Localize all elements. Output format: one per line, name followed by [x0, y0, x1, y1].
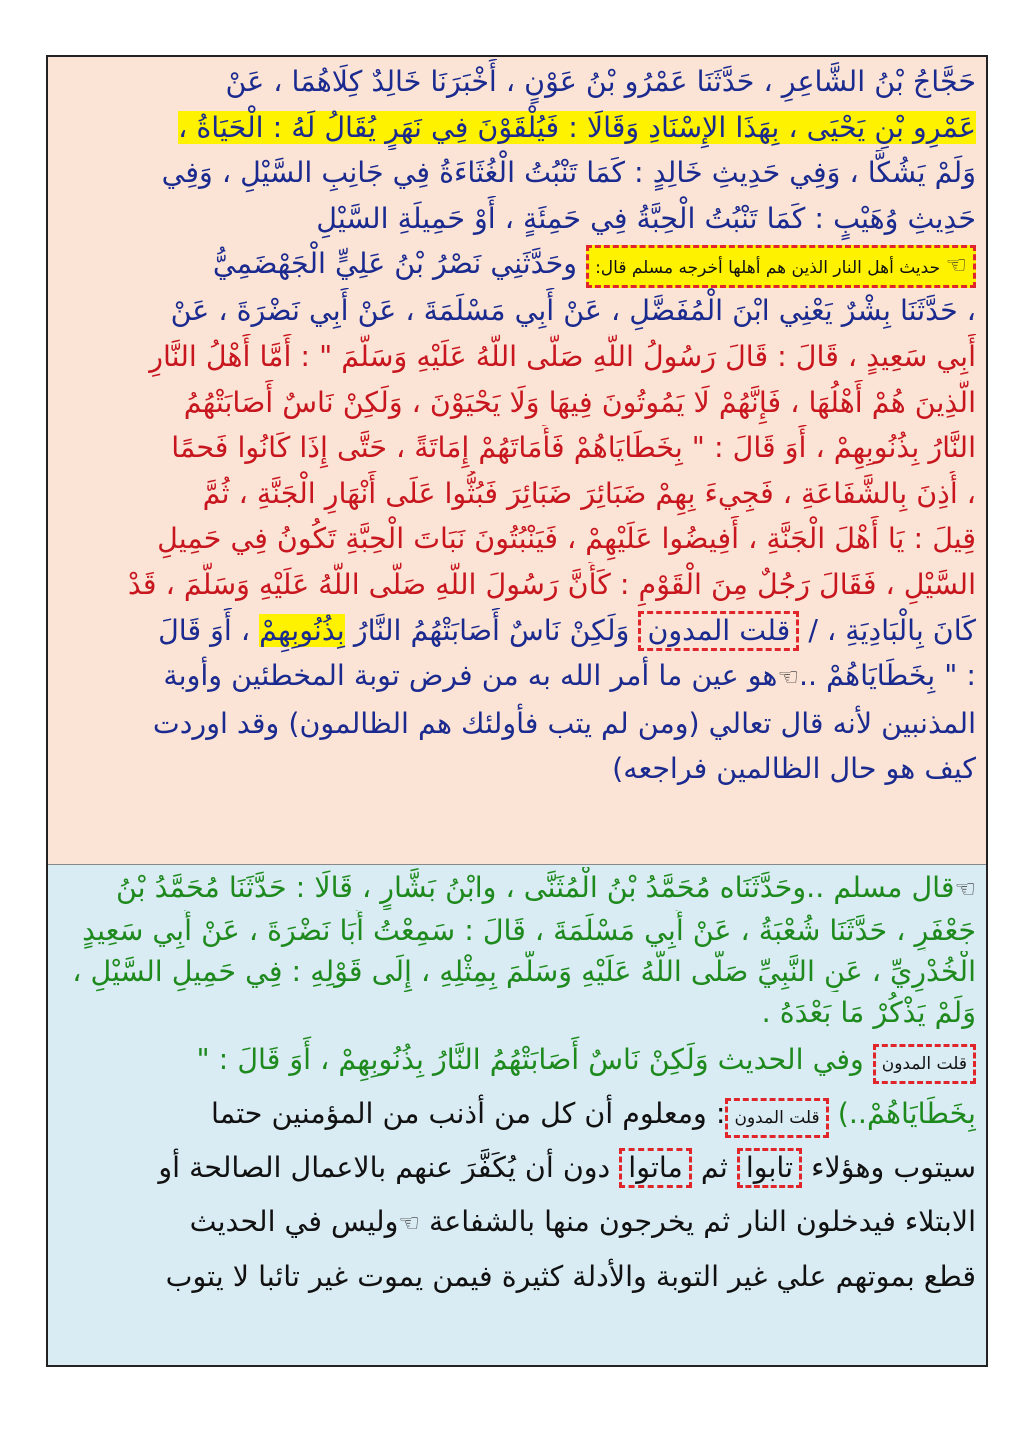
text-fragment: بِخَطَايَاهُمْ..)	[837, 1097, 976, 1130]
highlighted-text: عَمْرِو بْنِ يَحْيَى ، بِهَذَا الإِسْنَادِ وَقَالَا : فَيُلْقَوْنَ فِي نَهَرٍ يُقَالُ لَهُ : الْحَيَاةُ ،	[178, 110, 976, 144]
text-line: قِيلَ : يَا أَهْلَ الْجَنَّةِ ، أَفِيضُوا عَلَيْهِمْ ، فَيَنْبُتُونَ نَبَاتَ الْحِبَّةِ تَكُونُ فِي حَمِيلِ	[157, 522, 976, 556]
text-line	[58, 105, 976, 151]
text-line: النَّارُ بِذُنُوبِهِمْ ، أَوَ قَالَ : " بِخَطَايَاهُمْ فَأَمَاتَهُمْ إِمَاتَةً ، حَتَّى إِذَا كَانُوا فَحمًا	[171, 431, 976, 465]
text-line: حَجَّاجُ بْنُ الشَّاعِرِ ، حَدَّثَنَا عَمْرُو بْنُ عَوْنٍ ، أَخْبَرَنَا خَالِدٌ كِلَاهُمَا ، عَنْ	[225, 65, 976, 98]
text-fragment: وفي الحديث وَلَكِنْ نَاسٌ أَصَابَتْهُمُ النَّارُ بِذُنُوبِهِمْ ، أَوَ قَالَ : "	[196, 1043, 864, 1076]
lower-section	[48, 865, 986, 1365]
document-page	[46, 55, 988, 1367]
text-line: أَبِي سَعِيدٍ ، قَالَ : قَالَ رَسُولُ اللَّهِ صَلَّى اللَّهُ عَلَيْهِ وَسَلَّمَ " : أَمَّا أَهْلُ النَّارِ	[149, 339, 976, 373]
highlighted-text: بِذُنُوبِهِمْ	[259, 613, 345, 647]
text-line	[58, 1141, 976, 1195]
text-fragment: : ومعلوم أن كل من أذنب من المؤمنين حتما	[211, 1097, 726, 1130]
pointing-hand-icon: ☜	[777, 663, 799, 692]
text-fragment: وليس في الحديث	[189, 1205, 399, 1238]
commentator-box: قلت المدون	[725, 1098, 828, 1138]
text-line: المذنبين لأنه قال تعالي (ومن لم يتب فأولئك هم الظالمون) وقد اوردت	[152, 706, 976, 740]
taboo-box: تابوا	[737, 1148, 802, 1188]
text-fragment: دون أن يُكَفَّرَ عنهم بالاعمال الصالحة أو	[158, 1151, 611, 1184]
commentator-box: قلت المدون	[638, 611, 799, 651]
text-fragment: هو عين ما أمر الله به من فرض توبة المخطئين وأوبة	[163, 659, 778, 693]
upper-section	[48, 57, 986, 865]
hadith-header-label: حديث أهل النار الذين هم أهلها أخرجه مسلم قال:	[595, 258, 941, 279]
pointing-hand-icon: ☜	[945, 251, 967, 280]
commentator-box: قلت المدون	[873, 1044, 976, 1084]
text-line	[58, 1033, 976, 1087]
text-fragment: ، أَوَ قَالَ	[158, 613, 251, 647]
hadith-header-line	[58, 241, 976, 288]
text-fragment: : " بِخَطَايَاهُمْ ..	[798, 659, 976, 693]
text-line	[58, 608, 976, 654]
text-line: قطع بموتهم علي غير التوبة والأدلة كثيرة فيمن يموت غير تائبا لا يتوب	[165, 1260, 976, 1293]
hadith-header-box	[586, 245, 976, 288]
text-fragment: قال مسلم ..وحَدَّثَنَاه مُحَمَّدُ بْنُ الْمُثَنَّى ، وابْنُ بَشَّارٍ ، قَالَا : حَدَّثَنَا مُحَمَّدُ بْنُ	[115, 871, 955, 904]
matoo-box: ماتوا	[619, 1148, 692, 1188]
text-line: ، حَدَّثَنَا بِشْرٌ يَعْنِي ابْنَ الْمُفَضَّلِ ، عَنْ أَبِي مَسْلَمَةَ ، عَنْ أَبِي نَضْرَةَ ، عَنْ	[170, 294, 976, 328]
text-fragment: كَانَ بِالْبَادِيَةِ ، /	[808, 613, 976, 647]
text-line: حَدِيثِ وُهَيْبٍ : كَمَا تَنْبُتُ الْحِبَّةُ فِي حَمِئَةٍ ، أَوْ حَمِيلَةِ السَّيْلِ	[316, 201, 976, 235]
text-line: ، أُذِنَ بِالشَّفَاعَةِ ، فَجِيءَ بِهِمْ ضَبَائِرَ ضَبَائِرَ فَبُثُّوا عَلَى أَنْهَارِ الْجَنَّةِ ، ثُمَّ	[202, 476, 976, 510]
text-line	[58, 1195, 976, 1250]
text-line: جَعْفَرٍ ، حَدَّثَنَا شُعْبَةُ ، عَنْ أَبِي مَسْلَمَةَ ، قَالَ : سَمِعْتُ أَبَا نَضْرَةَ ، عَنْ أَبِي سَعِيدٍ	[82, 914, 976, 947]
text-line	[58, 653, 976, 701]
pointing-hand-icon: ☜	[954, 875, 976, 903]
text-line: الَّذِينَ هُمْ أَهْلُهَا ، فَإِنَّهُمْ لَا يَمُوتُونَ فِيهَا وَلَا يَحْيَوْنَ ، وَلَكِنْ نَاسٌ أَصَابَتْهُمُ	[183, 385, 976, 419]
text-line	[58, 1087, 976, 1141]
text-line: السَّيْلِ ، فَقَالَ رَجُلٌ مِنَ الْقَوْمِ : كَأَنَّ رَسُولَ اللَّهِ صَلَّى اللَّهُ عَلَيْهِ وَسَلَّمَ ، قَدْ	[127, 567, 976, 601]
text-fragment: سيتوب وهؤلاء	[811, 1151, 976, 1184]
text-line: الْخُدْرِيِّ ، عَنِ النَّبِيِّ صَلَّى اللَّهُ عَلَيْهِ وَسَلَّمَ بِمِثْلِهِ ، إِلَى قَوْلِهِ : فِي حَمِيلِ السَّيْلِ ،	[72, 955, 976, 988]
text-line: وَلَمْ يَذْكُرْ مَا بَعْدَهُ .	[761, 996, 976, 1029]
text-line	[58, 867, 976, 910]
pointing-hand-icon: ☜	[398, 1209, 420, 1237]
text-fragment: الابتلاء فيدخلون النار ثم يخرجون منها بالشفاعة	[428, 1205, 976, 1238]
text-fragment: ثم	[700, 1151, 728, 1184]
text-line: كيف هو حال الظالمين فراجعه)	[612, 752, 976, 786]
narrator-text: وحَدَّثَنِي نَصْرُ بْنُ عَلِيٍّ الْجَهْضَمِيُّ	[212, 247, 577, 281]
text-line: وَلَمْ يَشُكَّا ، وَفِي حَدِيثِ خَالِدٍ : كَمَا تَنْبُتُ الْغُثَاءَةُ فِي جَانِبِ السَّيْلِ ، وَفِي	[161, 156, 976, 190]
text-fragment: وَلَكِنْ نَاسٌ أَصَابَتْهُمُ النَّارُ	[353, 613, 630, 647]
